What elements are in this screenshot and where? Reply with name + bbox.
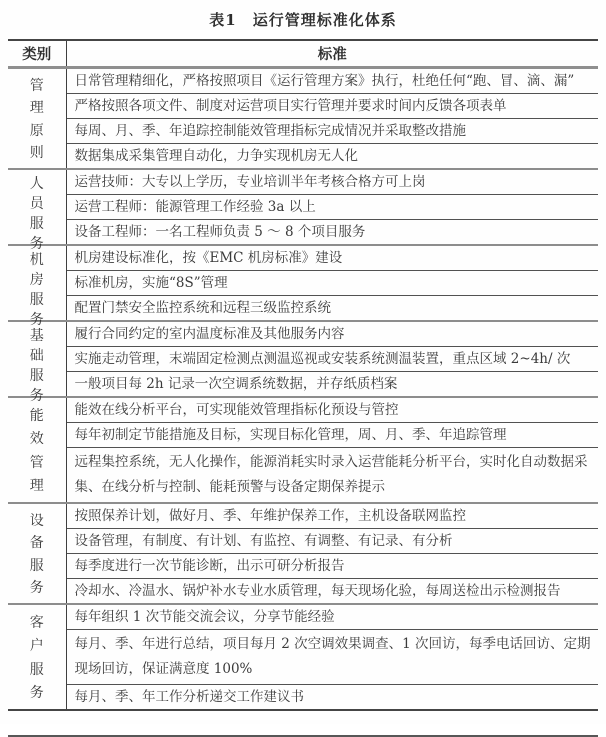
category-cell <box>8 245 66 328</box>
table-header <box>8 40 598 68</box>
standard-cell: 设备工程师：一名工程师负责 5 ～ 8 个项目服务 <box>66 220 598 246</box>
category-label: 客 户 服 务 <box>29 614 44 702</box>
category-cell <box>8 397 66 503</box>
standard-cell: 按照保养计划，做好月、季、年维护保养工作，主机设备联网监控 <box>66 503 598 529</box>
column-header-standard: 标准 <box>66 40 598 68</box>
table-row <box>8 397 598 423</box>
standard-cell: 能效在线分析平台，可实现能效管理指标化预设与管控 <box>66 397 598 423</box>
category-label: 设 备 服 务 <box>29 512 44 597</box>
category-cell <box>8 169 66 252</box>
standard-cell: 实施走动管理，末端固定检测点测温巡视或安装系统测温装置，重点区域 2~4h/ 次 <box>66 347 598 372</box>
table-row <box>8 448 598 504</box>
table-row <box>8 579 598 605</box>
table-row <box>8 195 598 220</box>
table-row <box>8 503 598 529</box>
table-row <box>8 271 598 296</box>
table-body <box>8 68 598 711</box>
table-row <box>8 119 598 144</box>
table-row <box>8 144 598 170</box>
table-row <box>8 321 598 347</box>
category-label: 基 础 服 务 <box>29 328 44 404</box>
table-row <box>8 529 598 554</box>
category-label: 人 员 服 务 <box>29 176 44 252</box>
category-cell <box>8 604 66 710</box>
standard-cell: 履行合同约定的室内温度标准及其他服务内容 <box>66 321 598 347</box>
table-row <box>8 685 598 711</box>
standard-cell: 每周、月、季、年追踪控制能效管理指标完成情况并采取整改措施 <box>66 119 598 144</box>
table-row <box>8 423 598 448</box>
category-cell <box>8 503 66 604</box>
standard-cell: 标准机房，实施“8S”管理 <box>66 271 598 296</box>
table-row <box>8 554 598 579</box>
standard-cell: 远程集控系统，无人化操作，能源消耗实时录入运营能耗分析平台，实时化自动数据采集、在线分析与控制、能耗预警与设备定期保养提示 <box>66 448 598 504</box>
table-row <box>8 372 598 398</box>
standard-cell: 每月、季、年进行总结，项目每月 2 次空调效果调查、1 次回访，每季电话回访、定期现场回访，保证满意度 100% <box>66 630 598 685</box>
standard-cell: 配置门禁安全监控系统和远程三级监控系统 <box>66 296 598 322</box>
standard-cell: 数据集成采集管理自动化，力争实现机房无人化 <box>66 144 598 170</box>
standard-cell: 每年组织 1 次节能交流会议，分享节能经验 <box>66 604 598 630</box>
standard-cell: 设备管理，有制度、有计划、有监控、有调整、有记录、有分析 <box>66 529 598 554</box>
standard-cell: 冷却水、冷温水、锅炉补水专业水质管理，每天现场化验，每周送检出示检测报告 <box>66 579 598 605</box>
table-row <box>8 347 598 372</box>
standard-cell: 运营技师：大专以上学历，专业培训半年考核合格方可上岗 <box>66 169 598 195</box>
category-label: 机 房 服 务 <box>29 252 44 328</box>
table-title: 表1 运行管理标准化体系 <box>209 11 397 29</box>
category-label: 管 理 原 则 <box>29 77 44 162</box>
header-row <box>8 40 598 68</box>
standard-cell: 日常管理精细化，严格按照项目《运行管理方案》执行，杜绝任何“跑、冒、滴、漏” <box>66 68 598 94</box>
standard-cell: 机房建设标准化，按《EMC 机房标准》建设 <box>66 245 598 271</box>
standard-cell: 每季度进行一次节能诊断，出示可研分析报告 <box>66 554 598 579</box>
category-label: 能 效 管 理 <box>29 407 44 495</box>
category-cell <box>8 321 66 404</box>
table-row <box>8 245 598 271</box>
table-row <box>8 296 598 322</box>
column-header-category: 类别 <box>8 40 66 68</box>
table-row <box>8 68 598 94</box>
standard-cell: 每年初制定节能措施及目标，实现目标化管理，周、月、季、年追踪管理 <box>66 423 598 448</box>
standard-cell: 每月、季、年工作分析递交工作建议书 <box>66 685 598 711</box>
standard-cell: 严格按照各项文件、制度对运营项目实行管理并要求时间内反馈各项表单 <box>66 94 598 119</box>
table-row <box>8 169 598 195</box>
standard-cell: 一般项目每 2h 记录一次空调系统数据，并存纸质档案 <box>66 372 598 398</box>
table-row <box>8 220 598 246</box>
table-row <box>8 94 598 119</box>
standard-cell: 运营工程师：能源管理工作经验 3a 以上 <box>66 195 598 220</box>
table-row <box>8 604 598 630</box>
standards-table <box>8 39 598 711</box>
table-row <box>8 630 598 685</box>
category-cell <box>8 68 66 170</box>
